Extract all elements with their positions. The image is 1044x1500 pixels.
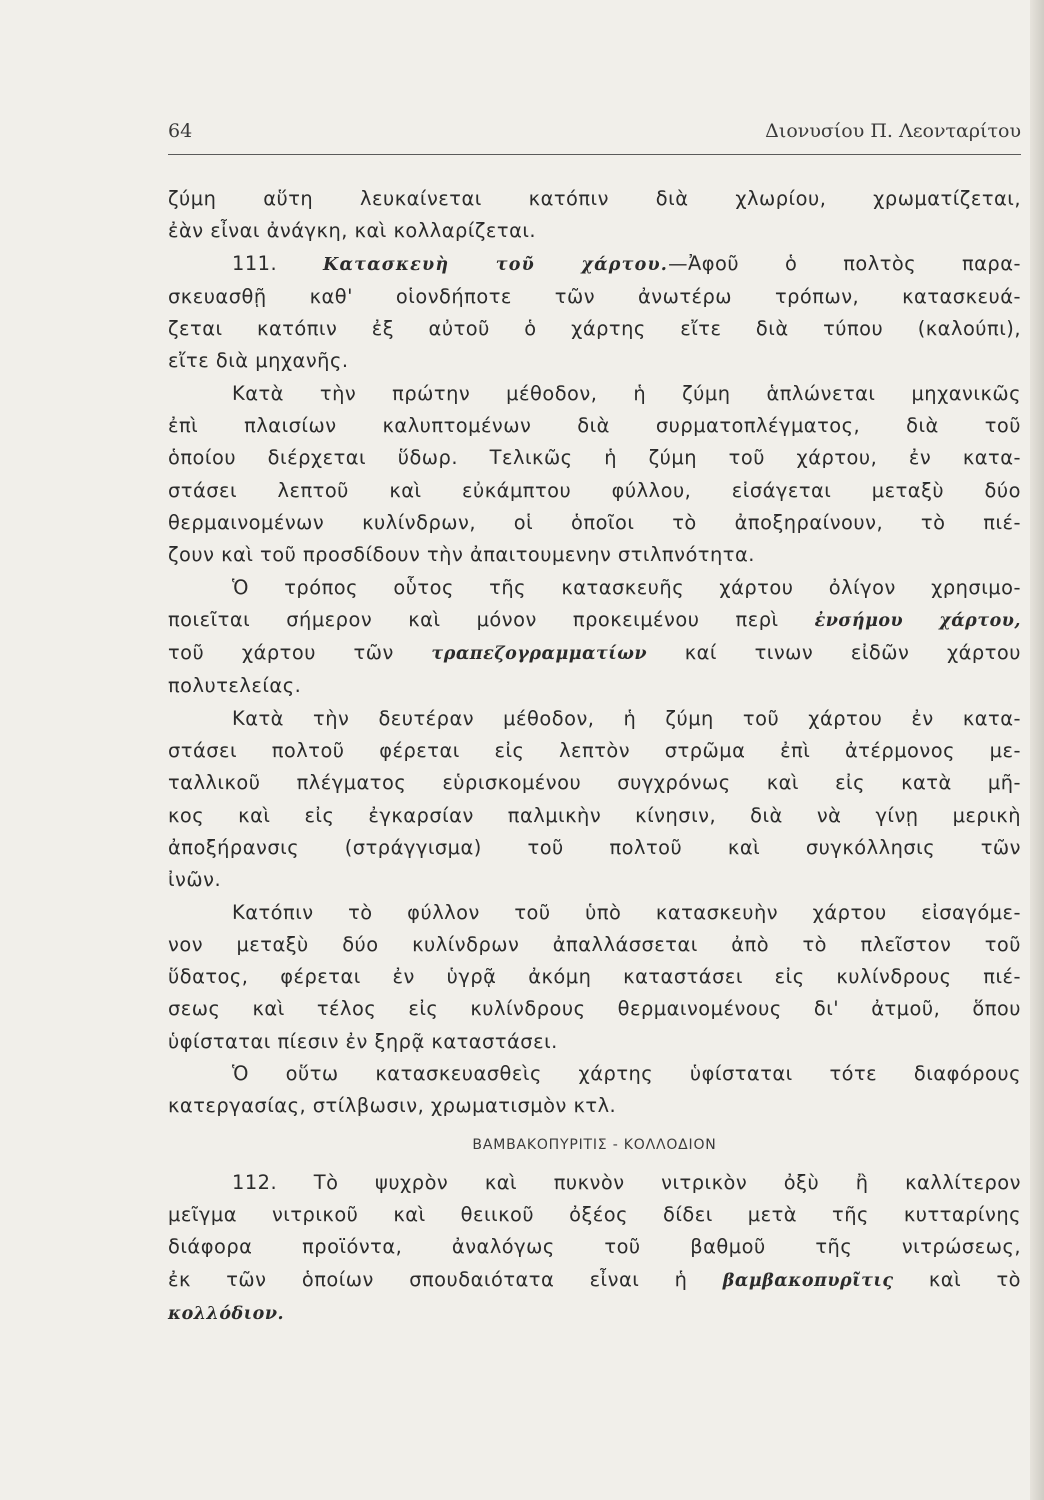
text-line bbox=[168, 897, 1021, 929]
text-run: κατεργασίας, στίλβωσιν, χρωματισμὸν κτλ. bbox=[168, 1094, 617, 1118]
text-run: Κατὰ τὴν δευτέραν μέθοδον, ἡ ζύμη τοῦ χάρτου ἐν κατα- bbox=[232, 706, 1021, 730]
text-line bbox=[168, 1264, 1021, 1297]
text-line bbox=[168, 604, 1021, 637]
text-line bbox=[168, 1297, 1021, 1330]
text-run: ταλλικοῦ πλέγματος εὑρισκομένου συγχρόνως καὶ εἰς κατὰ μῆ- bbox=[168, 771, 1021, 795]
text-line bbox=[168, 1167, 1021, 1199]
text-line bbox=[168, 378, 1021, 410]
text-run: στάσει λεπτοῦ καὶ εὐκάμπτου φύλλου, εἰσάγεται μεταξὺ δύο bbox=[168, 478, 1021, 502]
text-line bbox=[168, 670, 1021, 702]
text-line bbox=[168, 1090, 1021, 1122]
text-run: τοῦ χάρτου τῶν bbox=[168, 641, 432, 665]
text-run: ποιεῖται σήμερον καὶ μόνον προκειμένου περὶ bbox=[168, 607, 815, 631]
text-line bbox=[168, 539, 1021, 571]
text-run: ἐὰν εἶναι ἀνάγκη, καὶ κολλαρίζεται. bbox=[168, 219, 537, 243]
text-line bbox=[168, 410, 1021, 442]
text-line bbox=[168, 475, 1021, 507]
text-run: ἐπὶ πλαισίων καλυπτομένων διὰ συρματοπλέγματος, διὰ τοῦ bbox=[168, 414, 1021, 438]
text-run: 111. bbox=[232, 251, 324, 275]
text-run: κος καὶ εἰς ἐγκαρσίαν παλμικὴν κίνησιν, διὰ νὰ γίνῃ μερικὴ bbox=[168, 803, 1021, 827]
text-run: νον μεταξὺ δύο κυλίνδρων ἀπαλλάσσεται ἀπὸ τὸ πλεῖστον τοῦ bbox=[168, 932, 1021, 956]
text-line bbox=[168, 345, 1021, 377]
emphasized-term: βαμβακοπυρῖτις bbox=[722, 1270, 894, 1291]
text-line bbox=[168, 1026, 1021, 1058]
text-line bbox=[168, 507, 1021, 539]
text-line bbox=[168, 767, 1021, 799]
text-run: ΒΑΜΒΑΚΟΠΥΡΙΤΙΣ - ΚΟΛΛΟΔΙΟΝ bbox=[472, 1136, 717, 1153]
body-text bbox=[168, 183, 1021, 1330]
text-line bbox=[168, 993, 1021, 1025]
text-run: θερμαινομένων κυλίνδρων, οἱ ὁποῖοι τὸ ἀποξηραίνουν, τὸ πιέ- bbox=[168, 510, 1021, 534]
section-heading bbox=[168, 1129, 1021, 1161]
text-line bbox=[168, 1199, 1021, 1231]
text-run: καὶ τὸ bbox=[893, 1267, 1022, 1291]
text-run: Κατὰ τὴν πρώτην μέθοδον, ἡ ζύμη ἁπλώνεται μηχανικῶς bbox=[232, 381, 1021, 405]
text-line bbox=[168, 703, 1021, 735]
text-run: καί τινων εἰδῶν χάρτου bbox=[647, 641, 1021, 665]
emphasized-term: κολλόδιον. bbox=[168, 1303, 285, 1324]
text-run: ζύμη αὕτη λευκαίνεται κατόπιν διὰ χλωρίου, χρωματίζεται, bbox=[168, 187, 1021, 210]
text-run: ζουν καὶ τοῦ προσδίδουν τὴν ἀπαιτουμενην στιλπνότητα. bbox=[168, 543, 755, 567]
text-line bbox=[168, 864, 1021, 896]
text-line bbox=[168, 961, 1021, 993]
text-run: ὁποίου διέρχεται ὕδωρ. Τελικῶς ἡ ζύμη τοῦ χάρτου, ἐν κατα- bbox=[168, 446, 1021, 470]
text-run: ἰνῶν. bbox=[168, 868, 222, 892]
text-line bbox=[168, 1231, 1021, 1263]
running-title: Διονυσίου Π. Λεονταρίτου bbox=[765, 120, 1021, 142]
text-line bbox=[168, 442, 1021, 474]
text-run: 112. Τὸ ψυχρὸν καὶ πυκνὸν νιτρικὸν ὀξὺ ἢ καλλίτερον bbox=[232, 1170, 1021, 1194]
text-run: μεῖγμα νιτρικοῦ καὶ θειικοῦ ὀξέος δίδει μετὰ τῆς κυτταρίνης bbox=[168, 1202, 1021, 1226]
text-line bbox=[168, 248, 1021, 281]
text-line bbox=[168, 1058, 1021, 1090]
text-run: —Ἀφοῦ ὁ πολτὸς παρα- bbox=[668, 251, 1022, 275]
text-line bbox=[168, 572, 1021, 604]
text-line bbox=[168, 215, 1021, 247]
text-run: πολυτελείας. bbox=[168, 674, 302, 698]
text-run: Ὁ τρόπος οὗτος τῆς κατασκευῆς χάρτου ὀλίγον χρησιμο- bbox=[232, 575, 1021, 599]
text-run: ὑφίσταται πίεσιν ἐν ξηρᾷ καταστάσει. bbox=[168, 1029, 558, 1053]
text-run: σκευασθῇ καθ' οἱονδήποτε τῶν ἀνωτέρω τρόπων, κατασκευά- bbox=[168, 284, 1021, 308]
page-number: 64 bbox=[168, 120, 193, 142]
text-line bbox=[168, 281, 1021, 313]
text-line bbox=[168, 637, 1021, 670]
emphasized-term: ἐνσήμου χάρτου, bbox=[814, 610, 1021, 631]
text-line bbox=[168, 929, 1021, 961]
page-header bbox=[168, 118, 1021, 155]
text-line bbox=[168, 832, 1021, 864]
text-line bbox=[168, 183, 1021, 215]
emphasized-term: τραπεζογραμματίων bbox=[431, 644, 648, 665]
text-run: σεως καὶ τέλος εἰς κυλίνδρους θερμαινομένους δι' ἀτμοῦ, ὅπου bbox=[168, 997, 1021, 1021]
text-line bbox=[168, 313, 1021, 345]
text-run: Κατόπιν τὸ φύλλον τοῦ ὑπὸ κατασκευὴν χάρτου εἰσαγόμε- bbox=[232, 900, 1021, 924]
text-line bbox=[168, 735, 1021, 767]
text-run: Ὁ οὕτω κατασκευασθεὶς χάρτης ὑφίσταται τότε διαφόρους bbox=[232, 1062, 1021, 1086]
text-run: ἀποξήρανσις (στράγγισμα) τοῦ πολτοῦ καὶ συγκόλλησις τῶν bbox=[168, 835, 1021, 859]
section-number-title: Κατασκευὴ τοῦ χάρτου. bbox=[323, 254, 669, 275]
text-run: ζεται κατόπιν ἐξ αὐτοῦ ὁ χάρτης εἴτε διὰ τύπου (καλούπι), bbox=[168, 317, 1021, 341]
text-run: ἐκ τῶν ὁποίων σπουδαιότατα εἶναι ἡ bbox=[168, 1267, 723, 1291]
text-run: διάφορα προϊόντα, ἀναλόγως τοῦ βαθμοῦ τῆς νιτρώσεως, bbox=[168, 1235, 1021, 1259]
text-line bbox=[168, 800, 1021, 832]
text-run: ὕδατος, φέρεται ἐν ὑγρᾷ ἀκόμη καταστάσει εἰς κυλίνδρους πιέ- bbox=[168, 965, 1021, 989]
page-spine-shadow bbox=[1030, 0, 1044, 1500]
text-run: στάσει πολτοῦ φέρεται εἰς λεπτὸν στρῶμα ἐπὶ ἀτέρμονος με- bbox=[168, 739, 1021, 763]
text-run: εἴτε διὰ μηχανῆς. bbox=[168, 349, 349, 373]
